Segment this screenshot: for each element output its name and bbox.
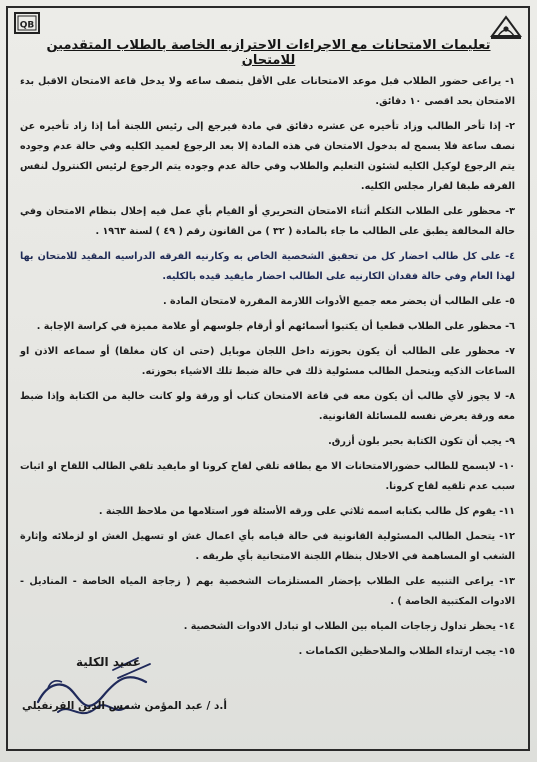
instruction-item: ٥- على الطالب أن يحضر معه جميع الأدوات اللازمة المقررة لامتحان المادة . (162, 296, 515, 307)
instruction-item: ١١- يقوم كل طالب بكتابه اسمه ثلاثي على ورقه الأسئلة فور استلامها من ملاحظ اللجنة . (98, 506, 515, 517)
instruction-item: ٦- محظور على الطلاب قطعيا أن يكتبوا أسمائهم أو أرقام جلوسهم أو علامة مميزة في كراسة الإجابة . (36, 321, 515, 332)
instruction-item: ٩- يجب أن تكون الكتابة بحبر بلون أزرق. (328, 436, 515, 447)
instruction-item: ١- يراعى حضور الطلاب قبل موعد الامتحانات على الأقل بنصف ساعه ولا يدخل قاعة الامتحان الاقبل بدء الامتحان بحد اقصى ١٠ دقائق. (20, 76, 515, 107)
instruction-item: ٧- محظور على الطالب أن يكون بحوزته داخل اللجان موبايل (حتى ان كان مغلقا) أو سماعه الاذن او الساعات الذكيه ويتحمل الطالب مسئولية ذلك في حالة ضبط تلك الاشياء بحوزته. (20, 346, 515, 377)
instruction-item: ٤- على كل طالب احضار كل من تحقيق الشخصية الخاص به وكارنيه الفرقه الدراسيه المقيد للامتحان بها لهذا العام وفي حالة فقدان الكارنيه على الطالب احضار مايفيد قيده بالكليه. (20, 251, 515, 282)
instruction-item: ١٢- يتحمل الطالب المسئولية القانونية في حالة قيامه بأي اعمال غش او تسهيل الغش او لزملائه وإثارة الشغب او المساهمة في الاخلال بنظام اللجنة الامتحانية بأي طريقه . (20, 531, 515, 562)
instruction-item: ١٣- يراعى التنبيه على الطلاب بإحضار المستلزمات الشخصية بهم ( زجاجة المياه الخاصة - المناديل - الادوات المكتبية الخاصة ) . (20, 576, 515, 607)
signatory-name: أ.د / عبد المؤمن شمس الدين القرنفيلي (22, 700, 227, 712)
instruction-item: ٨- لا يجوز لأي طالب أن يكون معه في قاعة الامتحان كتاب أو ورقة ولو كانت خالية من الكتابة وإذا ضبط معه ورقة يعرض نفسه للمسائلة القانونية. (20, 391, 515, 422)
instruction-item: ١٠- لايسمح للطالب حضورالامتحانات الا مع بطاقه تلقي لقاح كرونا او مايفيد تلقي الطالب اللقاح او اثبات سبب عدم تلقيه لقاح كرونا. (20, 461, 515, 492)
university-logo-icon (489, 12, 523, 40)
instruction-item: ٣- محظور على الطلاب التكلم أثناء الامتحان التحريري أو القيام بأي عمل فيه إخلال بنظام الامتحان وفي حالة المخالفة يطبق على الطالب ما جاء بالمادة ( ٣٢ ) من القانون رقم ( ٤٩ ) لسنة ١٩٦٣ . (20, 206, 515, 237)
instructions-list (20, 72, 515, 667)
instruction-item: ١٥- يجب ارتداء الطلاب والملاحظين الكمامات . (298, 646, 515, 657)
signatory-title: عميد الكلية (76, 655, 141, 669)
page-title: تعليمات الامتحانات مع الاجراءات الاحترازيه الخاصة بالطلاب المتقدمين للامتحان (46, 38, 491, 68)
faculty-logo-icon (14, 12, 40, 34)
instruction-item: ١٤- يحظر تداول زجاجات المياه بين الطلاب او تبادل الادوات الشخصية . (183, 621, 515, 632)
faculty-logo-text: QB (19, 20, 35, 31)
instruction-item: ٢- إذا تأخر الطالب وزاد تأخيره عن عشره دقائق في مادة فيرجع إلى رئيس اللجنة أما إذا زاد تأخيره عن نصف ساعة فلا يسمح له بدخول الامتحان في هذه المادة إلا بعد الرجوع لعميد الكليه وفي حالة عدم وجوده يتم الرجوع لوكيل الكليه لشئون التعليم والطلاب وفي حالة عدم وجوده يتم الرجوع لرئيس الكنترول لنفس الفرقه طبقا لقرار مجلس الكليه. (20, 121, 515, 192)
